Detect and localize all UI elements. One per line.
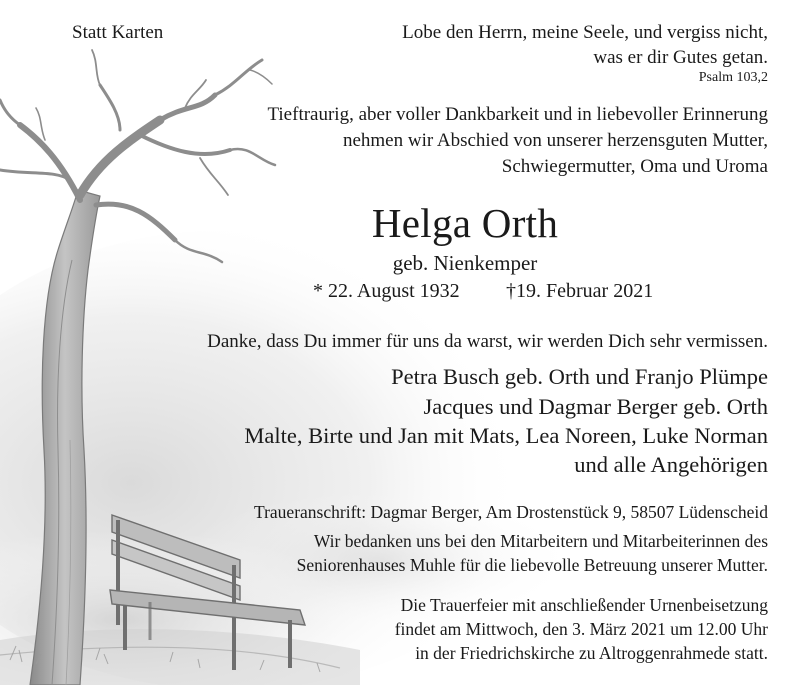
statt-karten-label: Statt Karten xyxy=(72,22,164,43)
birth-date: * 22. August 1932 xyxy=(313,280,460,302)
thanks-line: Danke, dass Du immer für uns da warst, wir werden Dich sehr vermissen. xyxy=(207,331,768,352)
intro-line: Schwiegermutter, Oma und Uroma xyxy=(501,156,768,177)
mourning-address: Traueranschrift: Dagmar Berger, Am Drostenstück 9, 58507 Lüdenscheid xyxy=(254,502,768,522)
service-line: in der Friedrichskirche zu Altroggenrahmede statt. xyxy=(415,643,768,663)
verse-line: was er dir Gutes getan. xyxy=(593,47,768,68)
intro-line: Tieftraurig, aber voller Dankbarkeit und in liebevoller Erinnerung xyxy=(267,104,768,125)
mourner-line: und alle Angehörigen xyxy=(574,452,768,477)
death-date: †19. Februar 2021 xyxy=(506,280,654,302)
birth-name: geb. Nienkemper xyxy=(392,251,538,275)
service-line: Die Trauerfeier mit anschließender Urnenbeisetzung xyxy=(400,595,768,615)
gratitude-line: Wir bedanken uns bei den Mitarbeitern und Mitarbeiterinnen des xyxy=(313,531,768,551)
mourner-line: Jacques und Dagmar Berger geb. Orth xyxy=(423,394,768,419)
gratitude-line: Seniorenhauses Muhle für die liebevolle Betreuung unserer Mutter. xyxy=(296,555,768,575)
service-line: findet am Mittwoch, den 3. März 2021 um 12.00 Uhr xyxy=(394,619,768,639)
intro-line: nehmen wir Abschied von unserer herzensguten Mutter, xyxy=(342,130,768,151)
verse-line: Lobe den Herrn, meine Seele, und vergiss nicht, xyxy=(402,22,768,43)
mourner-line: Malte, Birte und Jan mit Mats, Lea Noreen, Luke Norman xyxy=(244,423,768,448)
verse-reference: Psalm 103,2 xyxy=(698,70,768,85)
deceased-name: Helga Orth xyxy=(371,200,559,246)
mourner-line: Petra Busch geb. Orth und Franjo Plümpe xyxy=(391,364,768,389)
